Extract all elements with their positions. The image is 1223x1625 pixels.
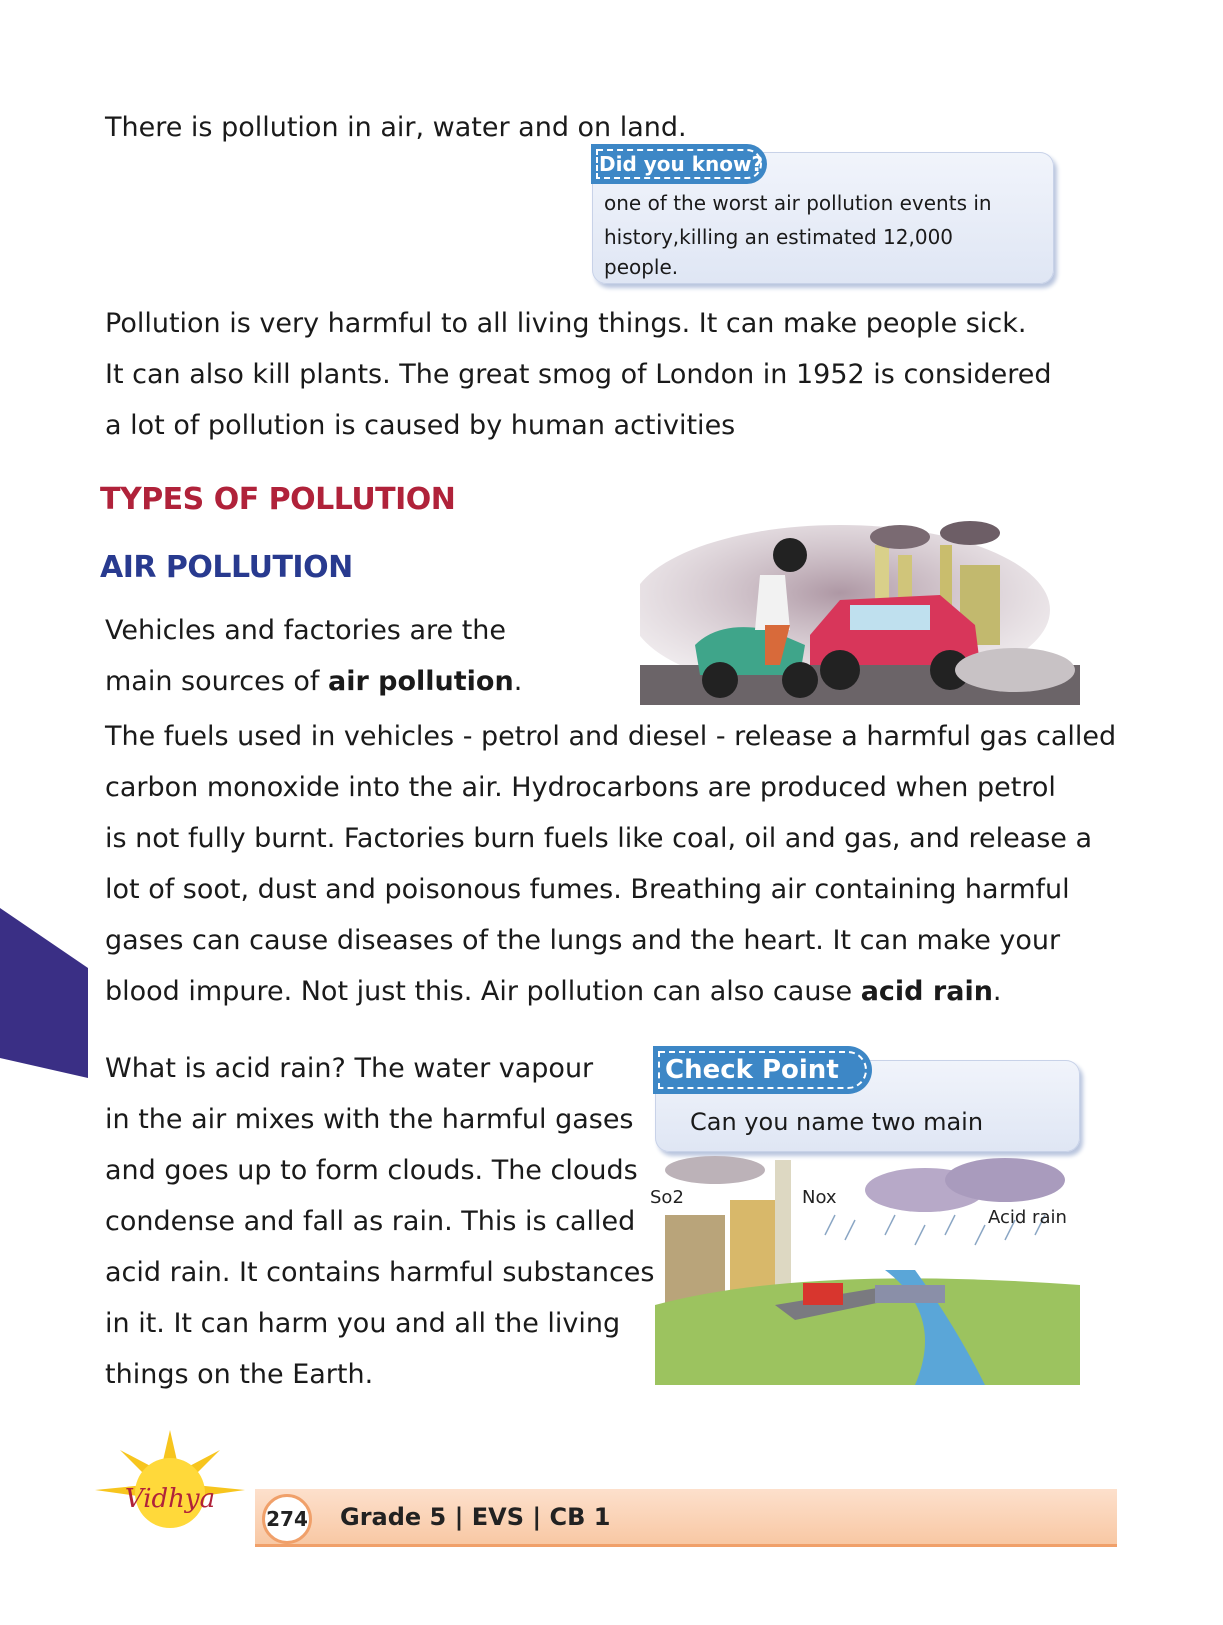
paragraph-line: a lot of pollution is caused by human activities xyxy=(105,410,736,441)
vidhya-logo xyxy=(90,1425,250,1535)
did-you-know-line: history,killing an estimated 12,000 xyxy=(604,225,954,249)
paragraph-line: carbon monoxide into the air. Hydrocarbons are produced when petrol xyxy=(105,772,1056,803)
did-you-know-line: one of the worst air pollution events in xyxy=(604,191,992,215)
paragraph-line: acid rain. It contains harmful substances xyxy=(105,1257,655,1288)
paragraph-line: lot of soot, dust and poisonous fumes. Breathing air containing harmful xyxy=(105,874,1070,905)
air-pollution-illustration xyxy=(640,515,1080,705)
text: main sources of xyxy=(105,666,328,697)
types-of-pollution-heading: TYPES OF POLLUTION xyxy=(100,482,456,517)
paragraph-line: in it. It can harm you and all the living xyxy=(105,1308,621,1339)
paragraph-line: Pollution is very harmful to all living things. It can make people sick. xyxy=(105,308,1027,339)
paragraph-line: The fuels used in vehicles - petrol and diesel - release a harmful gas called xyxy=(105,721,1117,752)
paragraph-line: and goes up to form clouds. The clouds xyxy=(105,1155,638,1186)
paragraph-line: gases can cause diseases of the lungs and the heart. It can make your xyxy=(105,925,1061,956)
did-you-know-line: people. xyxy=(604,255,679,279)
paragraph-line-last xyxy=(105,966,1116,1017)
did-you-know-text xyxy=(604,186,992,284)
paragraph-line: is not fully burnt. Factories burn fuels like coal, oil and gas, and release a xyxy=(105,823,1093,854)
air-intro-line-2 xyxy=(105,656,522,707)
air-intro-line: Vehicles and factories are the xyxy=(105,615,507,646)
did-you-know-title: Did you know? xyxy=(593,146,765,182)
paragraph-line: It can also kill plants. The great smog of London in 1952 is considered xyxy=(105,359,1052,390)
bold-term: acid rain xyxy=(860,976,993,1007)
intro-text: There is pollution in air, water and on land. xyxy=(105,112,687,143)
acid-rain-paragraph xyxy=(105,1043,654,1400)
check-point-text: Can you name two main xyxy=(690,1108,984,1136)
text: blood impure. Not just this. Air pollution can also cause xyxy=(105,976,861,1007)
acid-rain-illustration xyxy=(655,1155,1080,1385)
logo-text: Vidhya xyxy=(124,1484,216,1514)
so2-label: So2 xyxy=(650,1187,684,1208)
air-pollution-heading: AIR POLLUTION xyxy=(100,550,353,585)
footer-title: Grade 5 | EVS | CB 1 xyxy=(340,1503,611,1531)
paragraph-line: condense and fall as rain. This is called xyxy=(105,1206,636,1237)
paragraph-line: What is acid rain? The water vapour xyxy=(105,1053,594,1084)
check-point-title: Check Point xyxy=(655,1048,870,1092)
paragraph-line: things on the Earth. xyxy=(105,1359,374,1390)
page-number: 274 xyxy=(262,1494,312,1544)
acid-rain-label: Acid rain xyxy=(988,1207,1067,1228)
fuels-paragraph xyxy=(105,711,1116,1017)
pollution-paragraph xyxy=(105,298,1052,451)
paragraph-line: in the air mixes with the harmful gases xyxy=(105,1104,634,1135)
air-intro-text xyxy=(105,605,522,707)
side-accent-shape xyxy=(0,908,88,1078)
bold-term: air pollution xyxy=(327,666,514,697)
nox-label: Nox xyxy=(802,1187,837,1208)
text: . xyxy=(513,666,523,697)
text: . xyxy=(992,976,1002,1007)
